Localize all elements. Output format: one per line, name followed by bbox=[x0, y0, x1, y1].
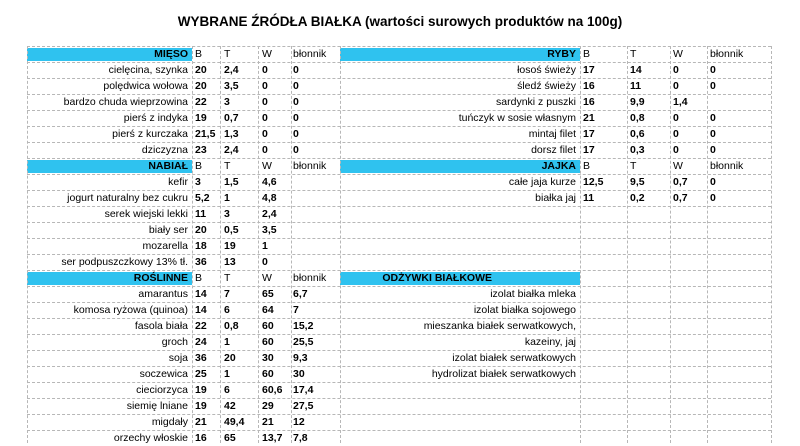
value-t: 0,7 bbox=[224, 112, 239, 124]
value-t: 0,5 bbox=[224, 224, 239, 236]
row-label: mintaj filet bbox=[528, 128, 576, 140]
value-w: 60 bbox=[262, 320, 274, 332]
value-t: 0,6 bbox=[630, 128, 645, 140]
row-label: śledź świeży bbox=[517, 80, 576, 92]
value-f: 0 bbox=[293, 128, 299, 140]
grid-line bbox=[580, 46, 581, 443]
value-t: 6 bbox=[224, 304, 230, 316]
row-label: całe jaja kurze bbox=[508, 176, 576, 188]
column-header: B bbox=[583, 48, 591, 60]
value-w: 60 bbox=[262, 368, 274, 380]
value-f: 0 bbox=[293, 64, 299, 76]
row-label: jogurt naturalny bez cukru bbox=[67, 192, 188, 204]
value-f: 30 bbox=[293, 368, 305, 380]
value-w: 29 bbox=[262, 400, 274, 412]
value-f: 12 bbox=[293, 416, 305, 428]
row-label: fasola biała bbox=[134, 320, 188, 332]
value-f: 6,7 bbox=[293, 288, 308, 300]
value-b: 17 bbox=[583, 64, 595, 76]
value-t: 1,5 bbox=[224, 176, 239, 188]
column-header: błonnik bbox=[293, 160, 327, 172]
row-label: pierś z indyka bbox=[123, 112, 188, 124]
column-header: błonnik bbox=[293, 48, 327, 60]
row-label: soczewica bbox=[139, 368, 188, 380]
value-f: 0 bbox=[293, 112, 299, 124]
value-b: 17 bbox=[583, 144, 595, 156]
value-b: 36 bbox=[195, 352, 207, 364]
value-w: 60 bbox=[262, 336, 274, 348]
value-w: 4,6 bbox=[262, 176, 277, 188]
section-title: NABIAŁ bbox=[148, 160, 188, 172]
value-f: 0 bbox=[293, 80, 299, 92]
value-t: 3 bbox=[224, 96, 230, 108]
value-t: 11 bbox=[630, 80, 642, 92]
row-label: mozarella bbox=[142, 240, 188, 252]
value-f: 0 bbox=[710, 144, 716, 156]
value-t: 1 bbox=[224, 192, 230, 204]
section-title: JAJKA bbox=[541, 160, 576, 172]
value-w: 60,6 bbox=[262, 384, 283, 396]
value-b: 22 bbox=[195, 96, 207, 108]
value-b: 19 bbox=[195, 384, 207, 396]
value-b: 25 bbox=[195, 368, 207, 380]
section-title: ODŻYWKI BIAŁKOWE bbox=[382, 272, 492, 284]
value-b: 20 bbox=[195, 64, 207, 76]
value-f: 7,8 bbox=[293, 432, 308, 444]
column-header: W bbox=[262, 272, 272, 284]
value-w: 1 bbox=[262, 240, 268, 252]
value-w: 65 bbox=[262, 288, 274, 300]
value-t: 49,4 bbox=[224, 416, 245, 428]
value-w: 0,7 bbox=[673, 176, 688, 188]
value-t: 2,4 bbox=[224, 64, 239, 76]
value-f: 0 bbox=[293, 144, 299, 156]
value-w: 0 bbox=[673, 112, 679, 124]
value-t: 0,8 bbox=[630, 112, 645, 124]
row-label: dziczyzna bbox=[141, 144, 188, 156]
column-header: B bbox=[195, 48, 203, 60]
column-header: W bbox=[673, 48, 683, 60]
value-w: 0 bbox=[262, 80, 268, 92]
value-t: 1,3 bbox=[224, 128, 239, 140]
value-b: 3 bbox=[195, 176, 201, 188]
row-label: tuńczyk w sosie własnym bbox=[458, 112, 576, 124]
value-w: 21 bbox=[262, 416, 274, 428]
row-label: izolat białek serwatkowych bbox=[452, 352, 576, 364]
grid-line bbox=[192, 46, 193, 443]
value-t: 20 bbox=[224, 352, 236, 364]
value-t: 0,8 bbox=[224, 320, 239, 332]
value-b: 12,5 bbox=[583, 176, 604, 188]
row-label: cieciorzyca bbox=[136, 384, 188, 396]
value-b: 21 bbox=[195, 416, 207, 428]
value-w: 0 bbox=[673, 128, 679, 140]
row-label: amarantus bbox=[138, 288, 188, 300]
value-w: 0 bbox=[262, 144, 268, 156]
value-t: 13 bbox=[224, 256, 236, 268]
value-t: 0,3 bbox=[630, 144, 645, 156]
value-f: 17,4 bbox=[293, 384, 314, 396]
value-w: 4,8 bbox=[262, 192, 277, 204]
value-t: 9,5 bbox=[630, 176, 645, 188]
value-w: 2,4 bbox=[262, 208, 277, 220]
row-label: sardynki z puszki bbox=[496, 96, 576, 108]
value-t: 1 bbox=[224, 336, 230, 348]
value-f: 0 bbox=[710, 80, 716, 92]
value-t: 14 bbox=[630, 64, 642, 76]
row-label: migdały bbox=[151, 416, 188, 428]
column-header: T bbox=[630, 48, 637, 60]
row-label: groch bbox=[161, 336, 188, 348]
value-w: 0 bbox=[262, 64, 268, 76]
column-header: T bbox=[224, 160, 231, 172]
row-label: biały ser bbox=[148, 224, 188, 236]
row-label: kazeiny, jaj bbox=[524, 336, 576, 348]
value-w: 13,7 bbox=[262, 432, 283, 444]
section-title: MIĘSO bbox=[154, 48, 188, 60]
row-label: łosoś świeży bbox=[517, 64, 576, 76]
value-w: 0,7 bbox=[673, 192, 688, 204]
section-title: RYBY bbox=[547, 48, 576, 60]
value-w: 0 bbox=[262, 112, 268, 124]
column-header: W bbox=[673, 160, 683, 172]
grid-line bbox=[707, 46, 708, 443]
value-f: 0 bbox=[710, 128, 716, 140]
column-header: B bbox=[195, 272, 203, 284]
row-label: bardzo chuda wieprzowina bbox=[63, 96, 188, 108]
value-t: 7 bbox=[224, 288, 230, 300]
column-header: błonnik bbox=[710, 48, 744, 60]
row-label: komosa ryżowa (quinoa) bbox=[73, 304, 188, 316]
column-header: błonnik bbox=[710, 160, 744, 172]
value-b: 18 bbox=[195, 240, 207, 252]
column-header: T bbox=[224, 272, 231, 284]
value-b: 21 bbox=[583, 112, 595, 124]
row-label: hydrolizat białek serwatkowych bbox=[431, 368, 576, 380]
grid-line bbox=[771, 46, 772, 443]
value-w: 0 bbox=[262, 128, 268, 140]
value-b: 36 bbox=[195, 256, 207, 268]
grid-line bbox=[291, 46, 292, 443]
value-f: 7 bbox=[293, 304, 299, 316]
value-b: 14 bbox=[195, 304, 207, 316]
column-header: T bbox=[224, 48, 231, 60]
row-label: mieszanka białek serwatkowych, bbox=[423, 320, 576, 332]
column-header: błonnik bbox=[293, 272, 327, 284]
value-f: 15,2 bbox=[293, 320, 314, 332]
value-t: 2,4 bbox=[224, 144, 239, 156]
row-label: dorsz filet bbox=[531, 144, 576, 156]
value-b: 16 bbox=[583, 80, 595, 92]
value-w: 1,4 bbox=[673, 96, 688, 108]
grid-line bbox=[670, 46, 671, 443]
value-b: 11 bbox=[195, 208, 207, 220]
column-header: W bbox=[262, 48, 272, 60]
value-b: 17 bbox=[583, 128, 595, 140]
value-w: 0 bbox=[673, 80, 679, 92]
row-label: białka jaj bbox=[535, 192, 576, 204]
value-f: 27,5 bbox=[293, 400, 314, 412]
value-f: 0 bbox=[293, 96, 299, 108]
value-t: 65 bbox=[224, 432, 236, 444]
value-t: 3 bbox=[224, 208, 230, 220]
value-b: 23 bbox=[195, 144, 207, 156]
value-t: 6 bbox=[224, 384, 230, 396]
value-f: 0 bbox=[710, 64, 716, 76]
column-header: T bbox=[630, 160, 637, 172]
value-t: 3,5 bbox=[224, 80, 239, 92]
value-b: 19 bbox=[195, 400, 207, 412]
value-f: 9,3 bbox=[293, 352, 308, 364]
row-label: orzechy włoskie bbox=[113, 432, 188, 444]
value-w: 64 bbox=[262, 304, 274, 316]
value-b: 22 bbox=[195, 320, 207, 332]
row-label: siemię lniane bbox=[126, 400, 188, 412]
value-t: 19 bbox=[224, 240, 236, 252]
row-label: polędwica wołowa bbox=[103, 80, 188, 92]
value-w: 3,5 bbox=[262, 224, 277, 236]
value-t: 1 bbox=[224, 368, 230, 380]
grid-line bbox=[258, 46, 259, 443]
row-label: soja bbox=[168, 352, 188, 364]
value-w: 0 bbox=[262, 96, 268, 108]
grid-line bbox=[220, 46, 221, 443]
value-w: 0 bbox=[673, 64, 679, 76]
value-f: 0 bbox=[710, 192, 716, 204]
row-label: cielęcina, szynka bbox=[108, 64, 188, 76]
protein-sources-sheet bbox=[27, 46, 771, 443]
section-title: ROŚLINNE bbox=[133, 272, 188, 284]
row-label: pierś z kurczaka bbox=[112, 128, 188, 140]
row-label: ser podpuszczkowy 13% tł. bbox=[61, 256, 188, 268]
value-b: 19 bbox=[195, 112, 207, 124]
value-b: 16 bbox=[583, 96, 595, 108]
row-label: izolat białka mleka bbox=[490, 288, 576, 300]
row-label: izolat białka sojowego bbox=[473, 304, 576, 316]
value-w: 0 bbox=[262, 256, 268, 268]
value-b: 5,2 bbox=[195, 192, 210, 204]
value-t: 42 bbox=[224, 400, 236, 412]
value-b: 24 bbox=[195, 336, 207, 348]
value-b: 16 bbox=[195, 432, 207, 444]
value-b: 21,5 bbox=[195, 128, 216, 140]
value-w: 0 bbox=[673, 144, 679, 156]
page-title: WYBRANE ŹRÓDŁA BIAŁKA (wartości surowych produktów na 100g) bbox=[177, 14, 623, 29]
column-header: W bbox=[262, 160, 272, 172]
column-header: B bbox=[583, 160, 591, 172]
grid-line bbox=[627, 46, 628, 443]
value-f: 25,5 bbox=[293, 336, 314, 348]
row-label: kefir bbox=[168, 176, 188, 188]
value-b: 14 bbox=[195, 288, 207, 300]
value-f: 0 bbox=[710, 176, 716, 188]
value-b: 20 bbox=[195, 224, 207, 236]
value-f: 0 bbox=[710, 112, 716, 124]
value-w: 30 bbox=[262, 352, 274, 364]
value-t: 9,9 bbox=[630, 96, 645, 108]
value-b: 11 bbox=[583, 192, 595, 204]
row-label: serek wiejski lekki bbox=[104, 208, 188, 220]
column-header: B bbox=[195, 160, 203, 172]
value-t: 0,2 bbox=[630, 192, 645, 204]
value-b: 20 bbox=[195, 80, 207, 92]
